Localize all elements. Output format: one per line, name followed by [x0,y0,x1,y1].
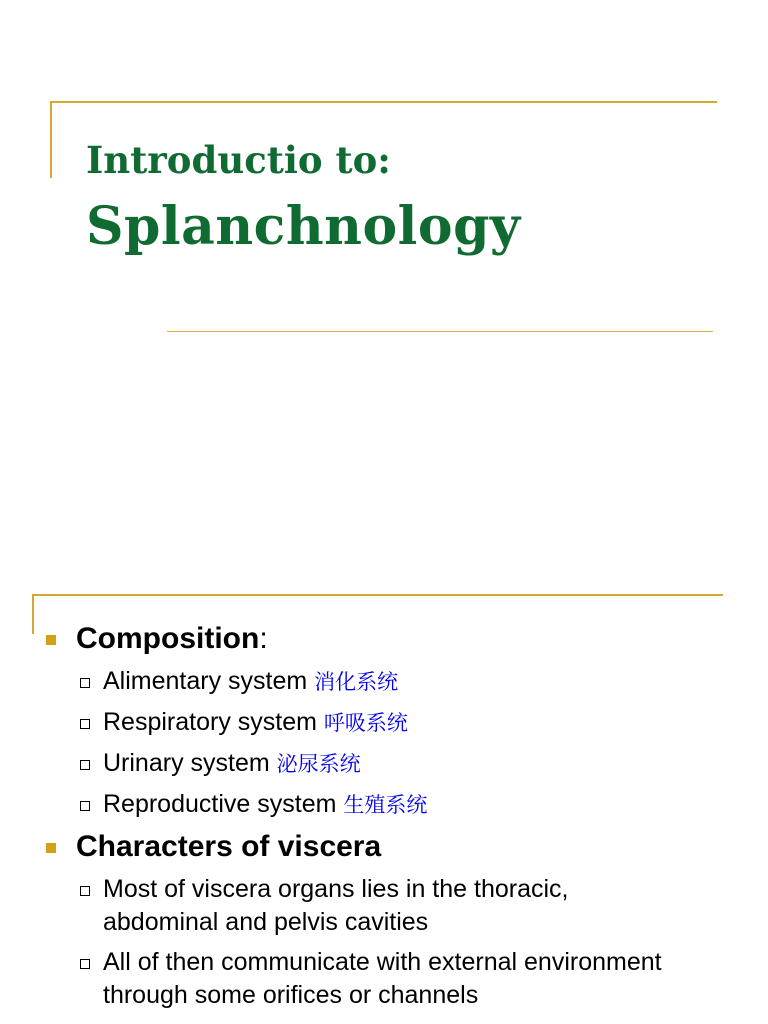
slide1-title-line2: Splanchnology [86,196,521,257]
slide2-frame-left [32,594,34,634]
hollow-square-bullet-icon [80,719,90,729]
sub-bullet-communicate [46,946,696,1012]
sub-bullet-urinary [46,747,746,781]
sub-bullet-text: All of then communicate with external environment through some orifices or channels [103,948,662,1009]
slide2-frame-top [32,594,723,596]
sub-bullet-alimentary [46,665,746,699]
sub-bullet-zh: 泌尿系统 [276,752,361,776]
sub-bullet-zh: 生殖系统 [343,793,428,817]
gold-square-bullet-icon [46,843,56,853]
bullet-characters [46,828,746,866]
sub-bullet-en: Respiratory system [103,708,317,736]
characters-heading: Characters of viscera [76,830,382,863]
sub-bullet-en: Reproductive system [103,790,337,818]
slide1-title-underline [167,331,713,332]
sub-bullet-en: Alimentary system [103,667,308,695]
hollow-square-bullet-icon [80,886,90,896]
sub-bullet-cavities [46,873,666,939]
gold-square-bullet-icon [46,635,56,645]
hollow-square-bullet-icon [80,959,90,969]
hollow-square-bullet-icon [80,678,90,688]
composition-heading-colon: : [259,622,268,655]
slide1-title-line1: Introductio to: [86,138,391,182]
slide1-frame-top [50,101,717,103]
hollow-square-bullet-icon [80,801,90,811]
sub-bullet-en: Urinary system [103,749,270,777]
slide2-bullet-list [46,620,746,1012]
hollow-square-bullet-icon [80,760,90,770]
slide1-frame-left [50,101,52,178]
sub-bullet-text: Most of viscera organs lies in the thoracic, abdominal and pelvis cavities [103,875,569,936]
sub-bullet-zh: 呼吸系统 [323,711,408,735]
sub-bullet-zh: 消化系统 [314,670,399,694]
bullet-composition [46,620,746,658]
sub-bullet-respiratory [46,706,746,740]
composition-heading: Composition [76,622,260,655]
sub-bullet-reproductive [46,788,746,822]
